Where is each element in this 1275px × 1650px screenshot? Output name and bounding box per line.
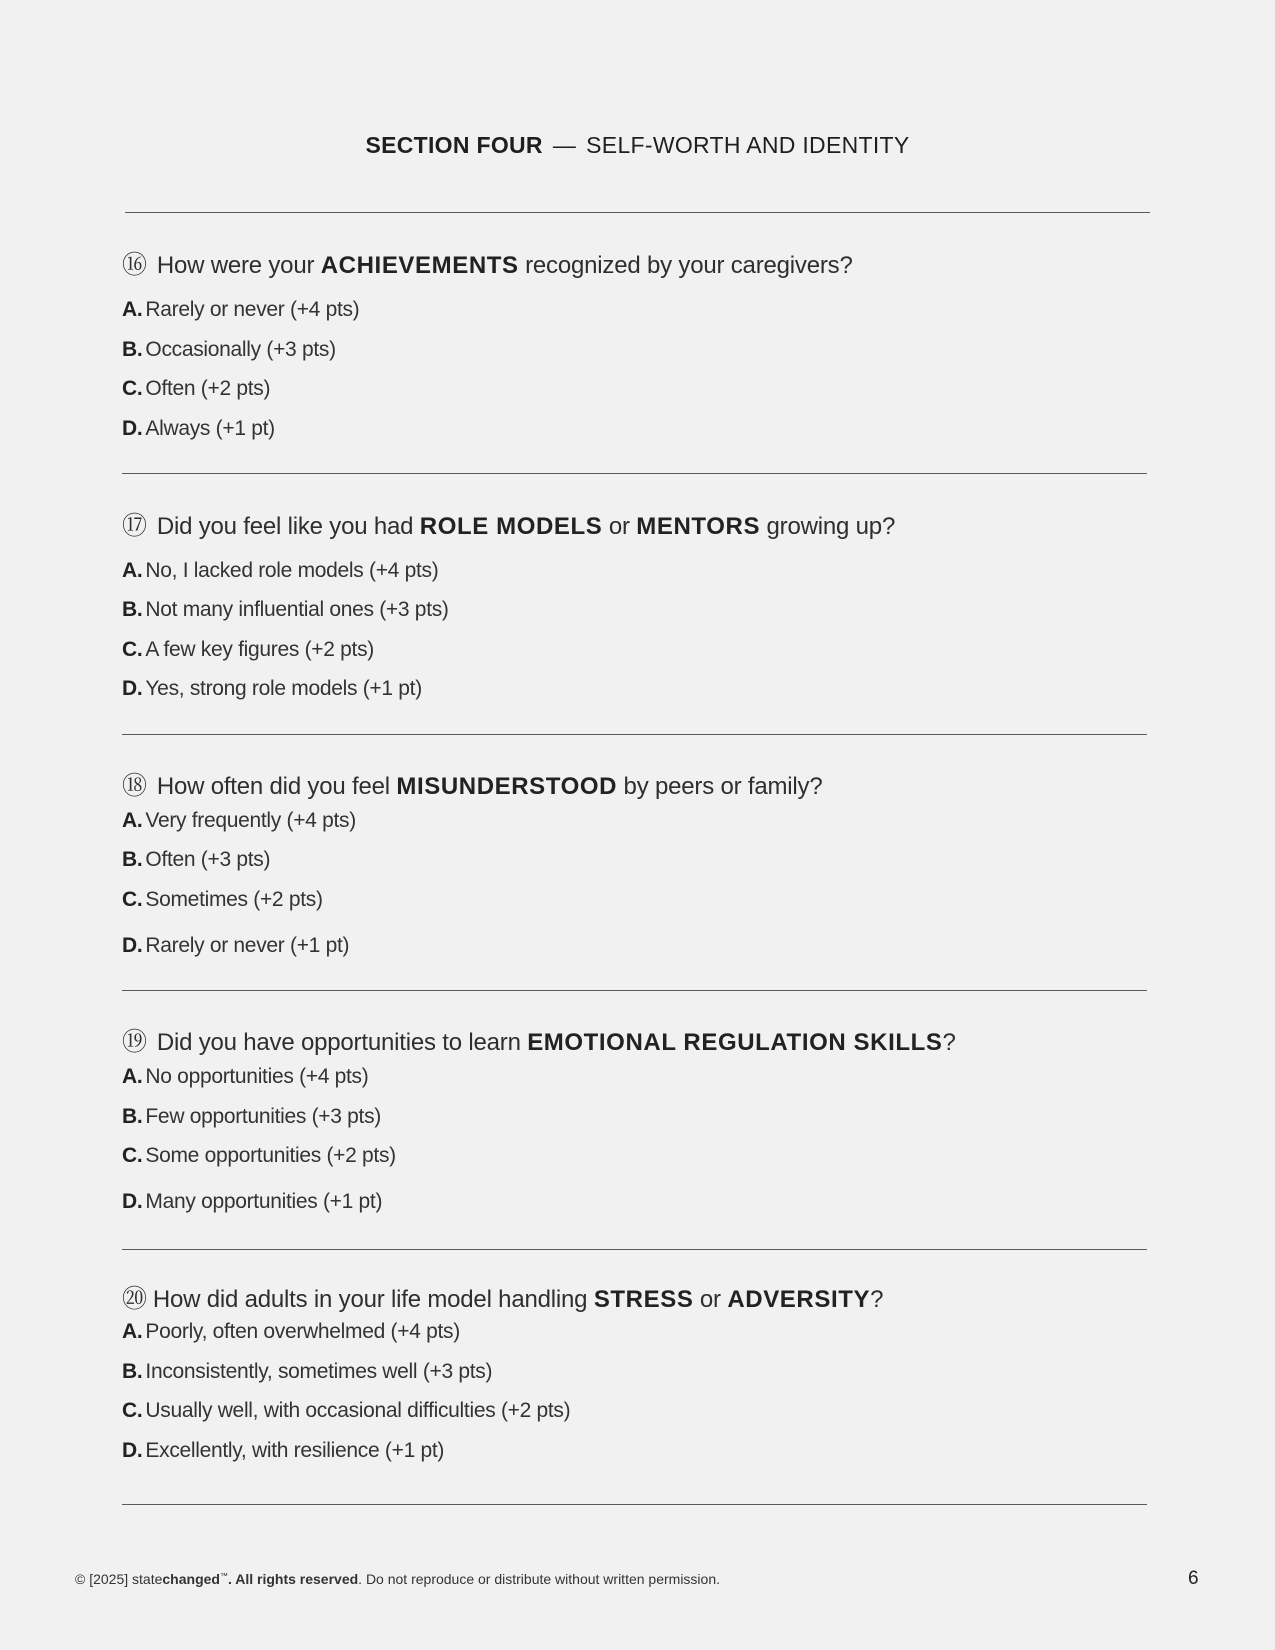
option-text: Often (+2 pts) xyxy=(145,377,271,400)
option-20-b[interactable] xyxy=(122,1360,492,1384)
section-label: SECTION FOUR xyxy=(365,132,543,158)
option-text: Very frequently (+4 pts) xyxy=(145,809,356,832)
option-text: Rarely or never (+4 pts) xyxy=(145,298,360,321)
option-19-d[interactable] xyxy=(122,1190,382,1214)
question-divider xyxy=(122,1249,1147,1250)
page-number: 6 xyxy=(1188,1568,1199,1589)
option-text: Occasionally (+3 pts) xyxy=(145,338,336,361)
question-keyword: ADVERSITY xyxy=(727,1286,871,1313)
option-text: Yes, strong role models (+1 pt) xyxy=(145,677,422,700)
question-text: How did adults in your life model handling xyxy=(152,1286,594,1313)
option-text: Usually well, with occasional difficulties (+2 pts) xyxy=(145,1399,571,1422)
question-number: ⑲ xyxy=(122,1028,147,1056)
question-number: ⑰ xyxy=(122,512,147,540)
question-divider xyxy=(122,1504,1147,1505)
option-letter: A. xyxy=(122,1320,143,1343)
option-letter: C. xyxy=(122,1144,143,1167)
option-16-a[interactable] xyxy=(122,298,359,322)
option-letter: B. xyxy=(122,338,143,361)
question-16 xyxy=(122,245,853,281)
header-divider xyxy=(125,212,1150,213)
question-text: How often did you feel xyxy=(156,773,397,800)
copyright-year: © [2025] xyxy=(75,1571,133,1587)
option-17-d[interactable] xyxy=(122,677,422,701)
option-letter: A. xyxy=(122,809,143,832)
question-keyword: EMOTIONAL REGULATION SKILLS xyxy=(527,1029,943,1056)
option-20-a[interactable] xyxy=(122,1320,460,1344)
option-16-b[interactable] xyxy=(122,338,336,362)
question-keyword: STRESS xyxy=(593,1286,694,1313)
option-letter: B. xyxy=(122,1105,143,1128)
question-text: How were your xyxy=(156,252,321,279)
question-text: or xyxy=(602,513,637,540)
option-16-d[interactable] xyxy=(122,417,275,441)
question-keyword: MENTORS xyxy=(636,513,761,540)
option-17-a[interactable] xyxy=(122,559,438,583)
option-letter: D. xyxy=(122,677,143,700)
rights-reserved: . All rights reserved xyxy=(227,1571,359,1587)
option-letter: D. xyxy=(122,417,143,440)
question-text: ? xyxy=(942,1029,956,1056)
option-18-b[interactable] xyxy=(122,848,270,872)
option-text: Excellently, with resilience (+1 pt) xyxy=(145,1439,445,1462)
option-text: Often (+3 pts) xyxy=(145,848,271,871)
question-text: growing up? xyxy=(760,513,896,540)
option-letter: B. xyxy=(122,848,143,871)
option-19-a[interactable] xyxy=(122,1065,368,1089)
option-letter: A. xyxy=(122,559,143,582)
option-letter: C. xyxy=(122,888,143,911)
option-letter: C. xyxy=(122,638,143,661)
question-20 xyxy=(122,1279,883,1315)
question-keyword: ACHIEVEMENTS xyxy=(320,252,519,279)
question-divider xyxy=(122,990,1147,991)
option-19-b[interactable] xyxy=(122,1105,381,1129)
option-17-b[interactable] xyxy=(122,598,449,622)
option-letter: B. xyxy=(122,1360,143,1383)
option-letter: A. xyxy=(122,298,143,321)
question-keyword: MISUNDERSTOOD xyxy=(396,773,618,800)
option-19-c[interactable] xyxy=(122,1144,396,1168)
option-text: A few key figures (+2 pts) xyxy=(145,638,374,661)
option-20-d[interactable] xyxy=(122,1439,444,1463)
option-18-d[interactable] xyxy=(122,934,349,958)
option-18-c[interactable] xyxy=(122,888,323,912)
question-text: or xyxy=(693,1286,728,1313)
section-title: SELF-WORTH AND IDENTITY xyxy=(586,132,910,158)
brand-name-light: state xyxy=(132,1571,163,1587)
option-text: Not many influential ones (+3 pts) xyxy=(145,598,449,621)
option-text: Rarely or never (+1 pt) xyxy=(145,934,350,957)
question-text: ? xyxy=(870,1286,884,1313)
option-text: Sometimes (+2 pts) xyxy=(145,888,323,911)
option-letter: D. xyxy=(122,1190,143,1213)
option-text: Many opportunities (+1 pt) xyxy=(145,1190,383,1213)
option-17-c[interactable] xyxy=(122,638,374,662)
option-letter: C. xyxy=(122,377,143,400)
question-number: ⑳ xyxy=(122,1285,147,1313)
option-text: Some opportunities (+2 pts) xyxy=(145,1144,396,1167)
option-text: No, I lacked role models (+4 pts) xyxy=(145,559,439,582)
question-number: ⑯ xyxy=(122,251,147,279)
option-letter: B. xyxy=(122,598,143,621)
option-letter: D. xyxy=(122,934,143,957)
brand-name-bold: changed xyxy=(162,1571,220,1587)
option-16-c[interactable] xyxy=(122,377,270,401)
option-text: No opportunities (+4 pts) xyxy=(145,1065,369,1088)
question-text: recognized by your caregivers? xyxy=(518,252,853,279)
copyright-notice: . Do not reproduce or distribute without written permission. xyxy=(358,1571,721,1587)
question-divider xyxy=(122,734,1147,735)
option-text: Inconsistently, sometimes well (+3 pts) xyxy=(145,1360,493,1383)
section-header xyxy=(0,132,1275,159)
option-20-c[interactable] xyxy=(122,1399,570,1423)
option-text: Always (+1 pt) xyxy=(145,417,275,440)
option-18-a[interactable] xyxy=(122,809,356,833)
question-divider xyxy=(122,473,1147,474)
question-keyword: ROLE MODELS xyxy=(419,513,603,540)
question-19 xyxy=(122,1022,956,1058)
option-text: Poorly, often overwhelmed (+4 pts) xyxy=(145,1320,460,1343)
option-letter: D. xyxy=(122,1439,143,1462)
question-number: ⑱ xyxy=(122,772,147,800)
question-18 xyxy=(122,766,823,802)
question-text: Did you feel like you had xyxy=(156,513,420,540)
header-dash: — xyxy=(552,132,577,158)
question-text: Did you have opportunities to learn xyxy=(156,1029,528,1056)
question-17 xyxy=(122,506,895,542)
option-text: Few opportunities (+3 pts) xyxy=(145,1105,381,1128)
option-letter: C. xyxy=(122,1399,143,1422)
question-text: by peers or family? xyxy=(617,773,823,800)
trademark-symbol: ™ xyxy=(219,1571,228,1581)
option-letter: A. xyxy=(122,1065,143,1088)
footer-copyright xyxy=(75,1571,720,1587)
